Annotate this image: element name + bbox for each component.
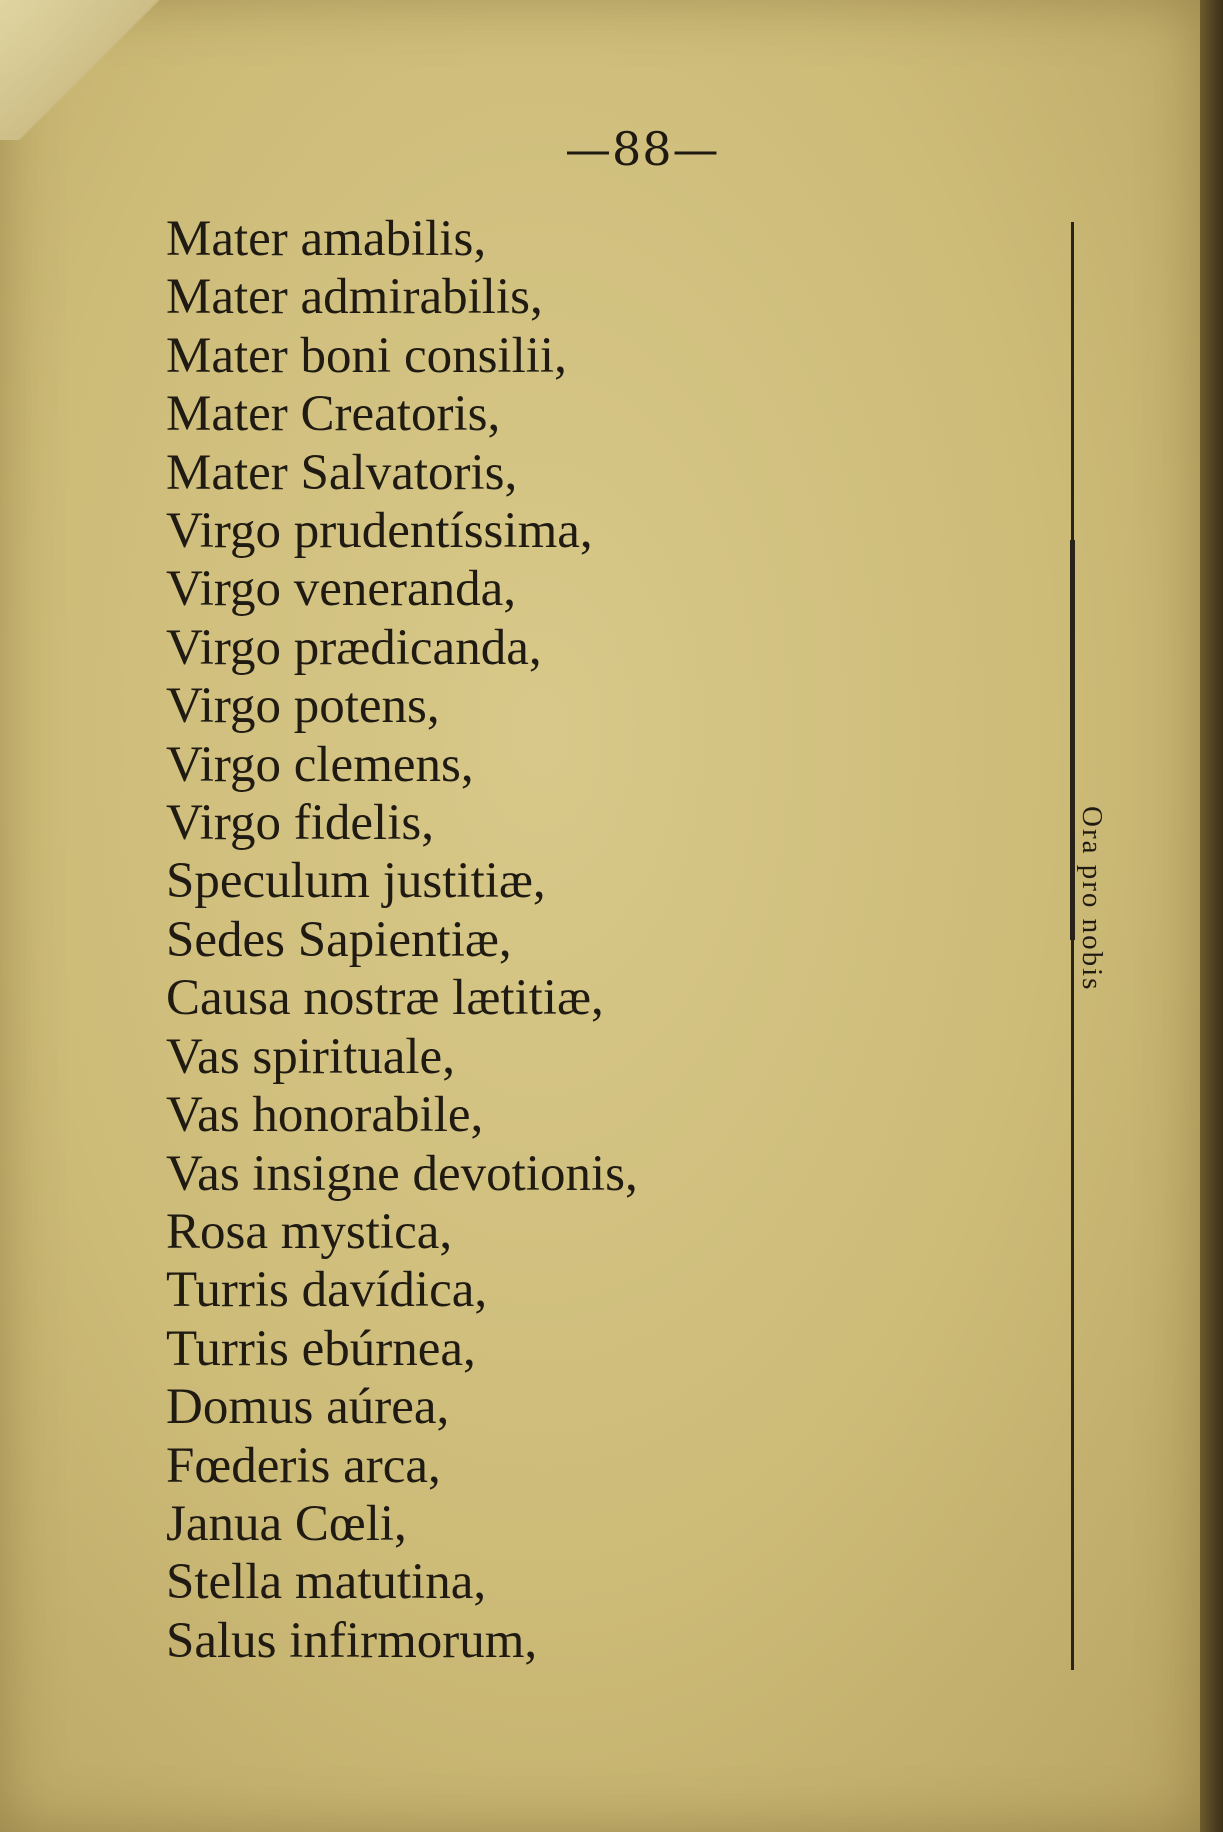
litany-line: Virgo veneranda, (166, 561, 517, 618)
litany-line: Sedes Sapientiæ, (166, 911, 512, 968)
litany-line: Mater amabilis, (166, 211, 487, 267)
litany-line: Rosa mystica, (166, 1203, 453, 1260)
litany-line: Domus aúrea, (166, 1379, 450, 1436)
litany-line: Virgo prædicanda, (166, 619, 542, 676)
litany-line: Mater Salvatoris, (166, 444, 518, 501)
litany-line: Causa nostræ lætitiæ, (166, 970, 604, 1027)
litany-line: Virgo prudentíssima, (166, 503, 593, 560)
litany-line: Fœderis arca, (166, 1437, 441, 1494)
page-edge (1200, 0, 1223, 1832)
litany-line: Salus infirmorum, (166, 1612, 538, 1669)
response-text: Ora pro nobis (1076, 806, 1108, 992)
litany-line: Vas spirituale, (166, 1028, 455, 1085)
litany-line: Janua Cœli, (166, 1495, 407, 1552)
litany-line: Vas insigne devotionis, (166, 1145, 638, 1202)
litany-line: Turris ebúrnea, (166, 1320, 476, 1377)
bracket-line (1071, 222, 1074, 1670)
litany-list (166, 210, 638, 1670)
litany-line: Stella matutina, (166, 1554, 487, 1611)
litany-line: Mater Creatoris, (166, 386, 501, 443)
folded-corner (0, 0, 210, 140)
litany-line: Turris davídica, (166, 1262, 488, 1319)
litany-line: Vas honorabile, (166, 1087, 484, 1144)
litany-line: Virgo clemens, (166, 736, 474, 793)
litany-line: Virgo potens, (166, 678, 440, 735)
page-number: —88— (565, 122, 720, 176)
litany-line: Mater boni consilii, (166, 327, 567, 384)
litany-line: Mater admirabilis, (166, 269, 543, 326)
litany-line: Virgo fidelis, (166, 795, 434, 852)
litany-line: Speculum justitiæ, (166, 853, 546, 910)
